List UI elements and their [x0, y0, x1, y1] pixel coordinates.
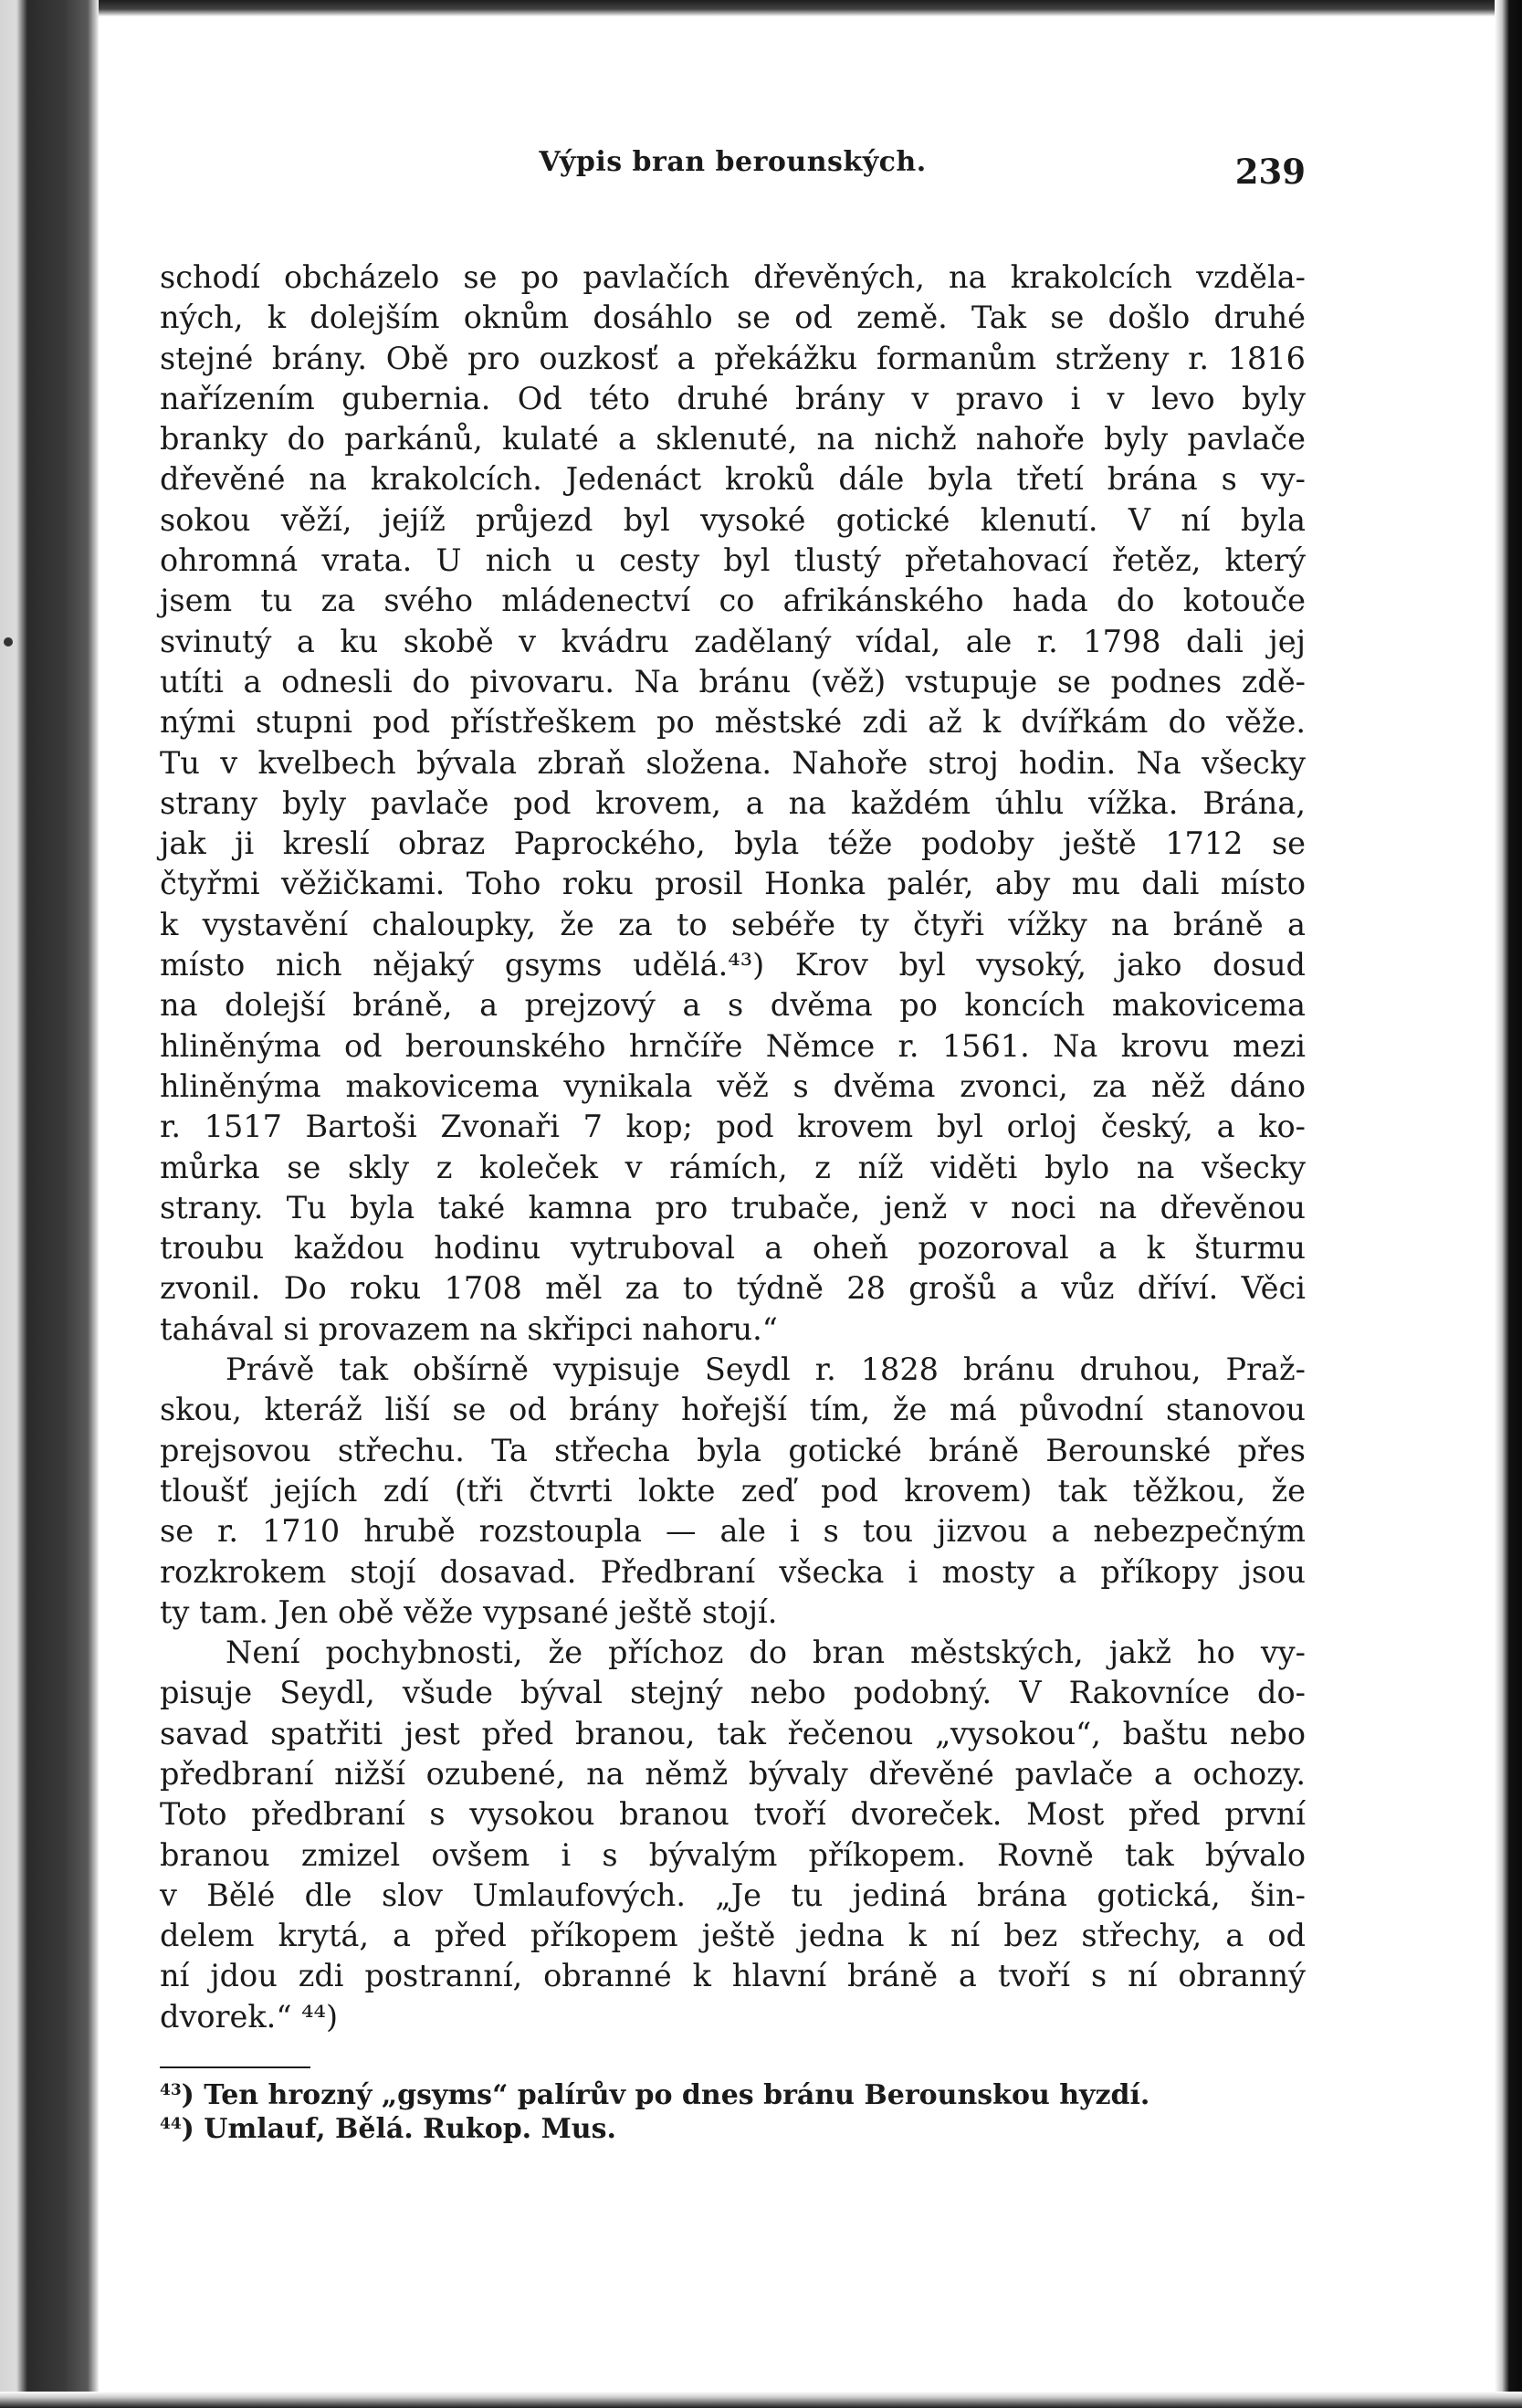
text-line: Právě tak obšírně vypisuje Seydl r. 1828 bránu druhou, Praž-	[226, 1351, 1306, 1388]
text-line: v Bělé dle slov Umlaufových. „Je tu jediná brána gotická, šin-	[160, 1877, 1306, 1913]
running-head-title: Výpis bran berounských.	[539, 146, 927, 178]
text-line: prejsovou střechu. Ta střecha byla gotické bráně Berounské přes	[160, 1432, 1306, 1468]
text-line: pisuje Seydl, všude býval stejný nebo podobný. V Rakovníce do-	[160, 1675, 1306, 1711]
footnote-rule	[160, 2066, 310, 2068]
footnote	[160, 2074, 1306, 2112]
text-line: předbraní nižší ozubené, na němž bývaly dřevěné pavlače a ochozy.	[160, 1755, 1306, 1792]
scan-right-edge	[1495, 0, 1522, 2408]
text-line: branou zmizel ovšem i s bývalým příkopem. Rovně tak bývalo	[160, 1836, 1306, 1873]
text-line: stejné brány. Obě pro ouzkosť a překážku formanům strženy r. 1816	[160, 340, 1306, 376]
text-line: zvonil. Do roku 1708 měl za to týdně 28 grošů a vůz dříví. Věci	[160, 1270, 1306, 1307]
text-line: ohromná vrata. U nich u cesty byl tlustý přetahovací řetěz, který	[160, 542, 1306, 579]
text-line: sokou věží, jejíž průjezd byl vysoké gotické klenutí. V ní byla	[160, 501, 1306, 538]
text-line: dřevěné na krakolcích. Jedenáct kroků dále byla třetí brána s vy-	[160, 461, 1306, 498]
footnote-mark: 44	[160, 2115, 182, 2134]
text-line: rozkrokem stojí dosavad. Předbraní všecka i mosty a příkopy jsou	[160, 1553, 1306, 1590]
text-line: tloušť jejích zdí (tři čtvrti lokte zeď pod krovem) tak těžkou, že	[160, 1472, 1306, 1509]
footnote-text: ) Umlauf, Bělá. Rukop. Mus.	[181, 2113, 616, 2146]
text-line: jak ji kreslí obraz Paprockého, byla téže podoby ještě 1712 se	[160, 825, 1306, 862]
text-line: hliněnýma od berounského hrnčíře Němce r. 1561. Na krovu mezi	[160, 1027, 1306, 1064]
text-line: jsem tu za svého mládenectví co afrikánského hada do kotouče	[160, 583, 1306, 619]
text-line: tahával si provazem na skřipci nahoru.“	[160, 1310, 778, 1347]
text-line: utíti a odnesli do pivovaru. Na bránu (věž) vstupuje se podnes zdě-	[160, 663, 1306, 699]
text-line: strany byly pavlače pod krovem, a na každém úhlu vížka. Brána,	[160, 784, 1306, 821]
text-line: schodí obcházelo se po pavlačích dřevěných, na krakolcích vzděla-	[160, 259, 1306, 295]
text-line: na dolejší bráně, a prejzový a s dvěma po koncích makovicema	[160, 987, 1306, 1024]
text-line: delem krytá, a před příkopem ještě jedna k ní bez střechy, a od	[160, 1918, 1306, 1954]
text-line: nařízením gubernia. Od této druhé brány v pravo i v levo byly	[160, 380, 1306, 416]
text-line: ných, k dolejším oknům dosáhlo se od země. Tak se došlo druhé	[160, 300, 1306, 336]
text-line: nými stupni pod přístřeškem po městské zdi až k dvířkám do věže.	[160, 704, 1306, 741]
text-line: troubu každou hodinu vytruboval a oheň pozoroval a k šturmu	[160, 1230, 1306, 1267]
text-line: se r. 1710 hrubě rozstoupla — ale i s tou jizvou a nebezpečným	[160, 1513, 1306, 1550]
book-gutter-shadow	[0, 0, 99, 2408]
running-head	[160, 146, 1306, 201]
text-line: skou, kteráž liší se od brány hořejší tím, že má původní stanovou	[160, 1392, 1306, 1428]
text-line: Tu v kvelbech bývala zbraň složena. Nahoře stroj hodin. Na všecky	[160, 744, 1306, 781]
body-text	[160, 258, 1306, 2037]
text-line: Toto předbraní s vysokou branou tvoří dvoreček. Most před první	[160, 1796, 1306, 1833]
page-number: 239	[1234, 152, 1306, 192]
text-line: můrka se skly z koleček v rámích, z níž viděti bylo na všecky	[160, 1149, 1306, 1185]
text-line: svinutý a ku skobě v kvádru zadělaný vídal, ale r. 1798 dali jej	[160, 623, 1306, 659]
text-line: hliněnýma makovicema vynikala věž s dvěma zvonci, za něž dáno	[160, 1067, 1306, 1104]
scan-bottom-edge	[0, 2392, 1522, 2408]
scan-top-edge	[0, 0, 1522, 16]
text-line: místo nich nějaký gsyms udělá.⁴³) Krov byl vysoký, jako dosud	[160, 947, 1306, 983]
text-line: strany. Tu byla také kamna pro trubače, jenž v noci na dřevěnou	[160, 1189, 1306, 1225]
text-line: ty tam. Jen obě věže vypsané ještě stojí.	[160, 1593, 778, 1630]
footnote-text: ) Ten hrozný „gsyms“ palírův po dnes bránu Berounskou hyzdí.	[181, 2079, 1150, 2112]
text-line: čtyřmi věžičkami. Toho roku prosil Honka palér, aby mu dali místo	[160, 866, 1306, 902]
text-line: r. 1517 Bartoši Zvonaři 7 kop; pod krovem byl orloj český, a ko-	[160, 1109, 1306, 1145]
text-line: branky do parkánů, kulaté a sklenuté, na nichž nahoře byly pavlače	[160, 421, 1306, 457]
book-page	[160, 146, 1306, 2146]
footnote	[160, 2108, 1306, 2146]
text-line: ní jdou zdi postranní, obranné k hlavní bráně a tvoří s ní obranný	[160, 1958, 1306, 1994]
text-line: Není pochybnosti, že příchoz do bran městských, jakž ho vy-	[226, 1635, 1306, 1671]
text-line: dvorek.“ ⁴⁴)	[160, 1998, 339, 2035]
scan-speck	[4, 637, 13, 647]
text-line: k vystavění chaloupky, že za to sebéře ty čtyři vížky na bráně a	[160, 906, 1306, 942]
footnote-mark: 43	[160, 2081, 182, 2100]
footnotes	[160, 2074, 1306, 2146]
text-line: savad spatřiti jest před branou, tak řečenou „vysokou“, baštu nebo	[160, 1715, 1306, 1751]
